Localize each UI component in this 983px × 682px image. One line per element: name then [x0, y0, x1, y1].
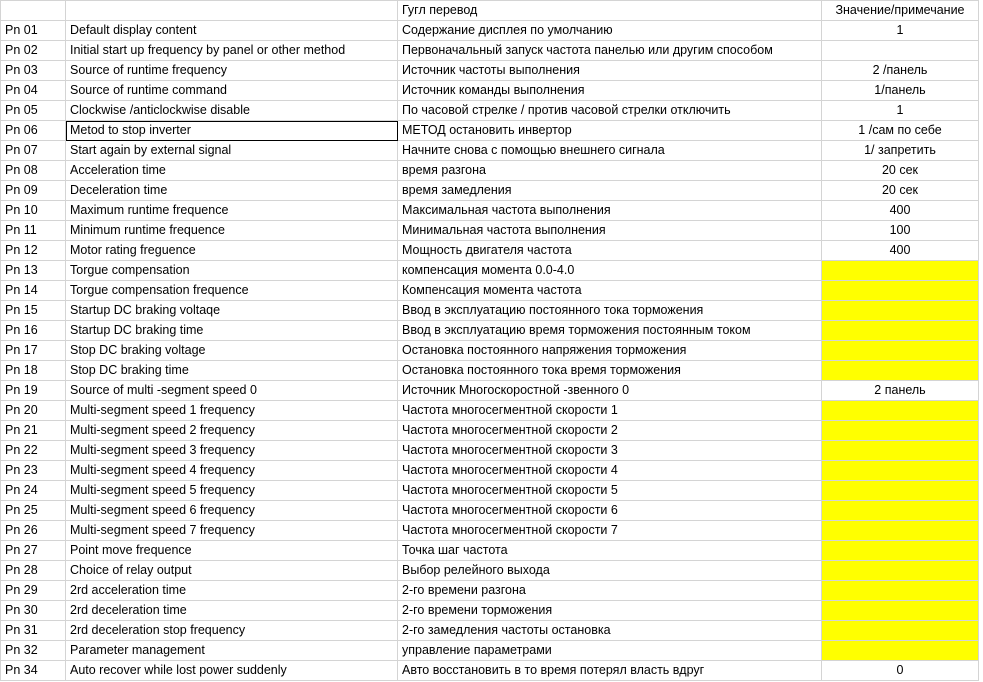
param-code-cell[interactable]: Pn 30 — [1, 601, 66, 621]
english-name-cell[interactable]: Multi-segment speed 4 frequency — [66, 461, 398, 481]
english-name-cell[interactable]: Stop DC braking time — [66, 361, 398, 381]
table-row — [1, 441, 979, 461]
table-row — [1, 241, 979, 261]
table-row — [1, 121, 979, 141]
param-code-cell[interactable]: Pn 20 — [1, 401, 66, 421]
value-note-cell[interactable]: 100 — [822, 221, 979, 241]
english-name-cell[interactable]: 2rd deceleration stop frequency — [66, 621, 398, 641]
param-code-cell[interactable]: Pn 23 — [1, 461, 66, 481]
table-row — [1, 481, 979, 501]
english-name-cell[interactable]: Parameter management — [66, 641, 398, 661]
value-note-cell[interactable]: 20 сек — [822, 181, 979, 201]
param-code-cell[interactable]: Pn 25 — [1, 501, 66, 521]
english-name-cell[interactable]: Acceleration time — [66, 161, 398, 181]
english-name-cell[interactable]: Torgue compensation frequence — [66, 281, 398, 301]
table-row — [1, 201, 979, 221]
param-code-cell[interactable]: Pn 26 — [1, 521, 66, 541]
table-row — [1, 261, 979, 281]
russian-translation-cell[interactable]: Начните снова с помощью внешнего сигнала — [398, 141, 822, 161]
english-name-cell[interactable]: Stop DC braking voltage — [66, 341, 398, 361]
value-note-cell[interactable]: 1 — [822, 101, 979, 121]
russian-translation-cell[interactable]: Частота многосегментной скорости 4 — [398, 461, 822, 481]
english-name-cell[interactable]: Source of runtime command — [66, 81, 398, 101]
value-note-cell[interactable]: 400 — [822, 201, 979, 221]
value-note-cell[interactable] — [822, 441, 979, 461]
russian-translation-cell[interactable]: По часовой стрелке / против часовой стрелки отключить — [398, 101, 822, 121]
table-row — [1, 301, 979, 321]
english-name-cell[interactable]: Startup DC braking voltaqe — [66, 301, 398, 321]
english-name-cell[interactable]: Choice of relay output — [66, 561, 398, 581]
param-code-cell[interactable]: Pn 34 — [1, 661, 66, 681]
param-code-cell[interactable]: Pn 09 — [1, 181, 66, 201]
table-row — [1, 401, 979, 421]
table-row — [1, 341, 979, 361]
param-code-cell[interactable]: Pn 31 — [1, 621, 66, 641]
header-cell-value-note[interactable]: Значение/примечание — [822, 1, 979, 21]
value-note-cell[interactable] — [822, 321, 979, 341]
value-note-cell[interactable] — [822, 261, 979, 281]
russian-translation-cell[interactable]: Частота многосегментной скорости 5 — [398, 481, 822, 501]
table-row — [1, 101, 979, 121]
param-code-cell[interactable]: Pn 08 — [1, 161, 66, 181]
russian-translation-cell[interactable]: 2-го замедления частоты остановка — [398, 621, 822, 641]
param-code-cell[interactable]: Pn 22 — [1, 441, 66, 461]
russian-translation-cell[interactable]: Ввод в эксплуатацию постоянного тока торможения — [398, 301, 822, 321]
russian-translation-cell[interactable]: Частота многосегментной скорости 2 — [398, 421, 822, 441]
english-name-cell[interactable]: Motor rating freguence — [66, 241, 398, 261]
table-row — [1, 221, 979, 241]
value-note-cell[interactable] — [822, 41, 979, 61]
russian-translation-cell[interactable]: Максимальная частота выполнения — [398, 201, 822, 221]
russian-translation-cell[interactable]: Компенсация момента частота — [398, 281, 822, 301]
value-note-cell[interactable] — [822, 481, 979, 501]
table-row — [1, 21, 979, 41]
param-code-cell[interactable]: Pn 27 — [1, 541, 66, 561]
russian-translation-cell[interactable]: Авто восстановить в то время потерял власть вдруг — [398, 661, 822, 681]
russian-translation-cell[interactable]: Мощность двигателя частота — [398, 241, 822, 261]
russian-translation-cell[interactable]: Частота многосегментной скорости 3 — [398, 441, 822, 461]
table-row — [1, 81, 979, 101]
english-name-cell[interactable]: Startup DC braking time — [66, 321, 398, 341]
param-code-cell[interactable]: Pn 12 — [1, 241, 66, 261]
table-row — [1, 501, 979, 521]
russian-translation-cell[interactable]: Остановка постоянного тока время торможения — [398, 361, 822, 381]
header-row — [1, 1, 979, 21]
value-note-cell[interactable] — [822, 301, 979, 321]
value-note-cell[interactable] — [822, 641, 979, 661]
russian-translation-cell[interactable]: Частота многосегментной скорости 6 — [398, 501, 822, 521]
table-row — [1, 161, 979, 181]
russian-translation-cell[interactable]: Источник частоты выполнения — [398, 61, 822, 81]
table-row — [1, 621, 979, 641]
value-note-cell[interactable]: 1 — [822, 21, 979, 41]
param-code-cell[interactable]: Pn 17 — [1, 341, 66, 361]
value-note-cell[interactable] — [822, 521, 979, 541]
value-note-cell[interactable]: 0 — [822, 661, 979, 681]
param-code-cell[interactable]: Pn 15 — [1, 301, 66, 321]
value-note-cell[interactable] — [822, 541, 979, 561]
table-row — [1, 581, 979, 601]
table-row — [1, 561, 979, 581]
param-code-cell[interactable]: Pn 28 — [1, 561, 66, 581]
param-code-cell[interactable]: Pn 05 — [1, 101, 66, 121]
english-name-cell[interactable]: Torgue compensation — [66, 261, 398, 281]
english-name-cell[interactable]: Deceleration time — [66, 181, 398, 201]
value-note-cell[interactable]: 1/панель — [822, 81, 979, 101]
russian-translation-cell[interactable]: Минимальная частота выполнения — [398, 221, 822, 241]
param-code-cell[interactable]: Pn 16 — [1, 321, 66, 341]
param-code-cell[interactable]: Pn 13 — [1, 261, 66, 281]
param-code-cell[interactable]: Pn 18 — [1, 361, 66, 381]
russian-translation-cell[interactable]: Остановка постоянного напряжения торможения — [398, 341, 822, 361]
russian-translation-cell[interactable]: компенсация момента 0.0-4.0 — [398, 261, 822, 281]
table-row — [1, 381, 979, 401]
param-code-cell[interactable]: Pn 04 — [1, 81, 66, 101]
english-name-cell[interactable]: Initial start up frequency by panel or other method — [66, 41, 398, 61]
header-cell-a[interactable] — [1, 1, 66, 21]
english-name-cell[interactable]: Default display content — [66, 21, 398, 41]
russian-translation-cell[interactable]: Частота многосегментной скорости 1 — [398, 401, 822, 421]
english-name-cell[interactable]: Multi-segment speed 3 frequency — [66, 441, 398, 461]
english-name-cell[interactable]: Multi-segment speed 5 frequency — [66, 481, 398, 501]
param-code-cell[interactable]: Pn 11 — [1, 221, 66, 241]
value-note-cell[interactable] — [822, 361, 979, 381]
table-row — [1, 541, 979, 561]
header-cell-translation[interactable]: Гугл перевод — [398, 1, 822, 21]
value-note-cell[interactable] — [822, 461, 979, 481]
table-row — [1, 181, 979, 201]
english-name-cell[interactable]: Clockwise /anticlockwise disable — [66, 101, 398, 121]
value-note-cell[interactable] — [822, 601, 979, 621]
table-row — [1, 141, 979, 161]
value-note-cell[interactable]: 2 панель — [822, 381, 979, 401]
param-code-cell[interactable]: Pn 32 — [1, 641, 66, 661]
value-note-cell[interactable]: 2 /панель — [822, 61, 979, 81]
russian-translation-cell[interactable]: Содержание дисплея по умолчанию — [398, 21, 822, 41]
english-name-cell[interactable]: Multi-segment speed 6 frequency — [66, 501, 398, 521]
value-note-cell[interactable] — [822, 401, 979, 421]
value-note-cell[interactable]: 20 сек — [822, 161, 979, 181]
english-name-cell[interactable]: 2rd acceleration time — [66, 581, 398, 601]
value-note-cell[interactable]: 400 — [822, 241, 979, 261]
value-note-cell[interactable] — [822, 501, 979, 521]
english-name-cell[interactable]: Source of multi -segment speed 0 — [66, 381, 398, 401]
english-name-cell[interactable]: Metod to stop inverter — [66, 121, 398, 141]
english-name-cell[interactable]: Auto recover while lost power suddenly — [66, 661, 398, 681]
value-note-cell[interactable] — [822, 281, 979, 301]
russian-translation-cell[interactable]: 2-го времени разгона — [398, 581, 822, 601]
russian-translation-cell[interactable]: МЕТОД остановить инвертор — [398, 121, 822, 141]
russian-translation-cell[interactable]: Точка шаг частота — [398, 541, 822, 561]
param-code-cell[interactable]: Pn 06 — [1, 121, 66, 141]
english-name-cell[interactable]: Multi-segment speed 7 frequency — [66, 521, 398, 541]
param-code-cell[interactable]: Pn 14 — [1, 281, 66, 301]
param-code-cell[interactable]: Pn 02 — [1, 41, 66, 61]
value-note-cell[interactable]: 1 /сам по себе — [822, 121, 979, 141]
value-note-cell[interactable] — [822, 581, 979, 601]
table-row — [1, 421, 979, 441]
russian-translation-cell[interactable]: Источник Многоскоростной -звенного 0 — [398, 381, 822, 401]
russian-translation-cell[interactable]: Первоначальный запуск частота панелью или другим способом — [398, 41, 822, 61]
russian-translation-cell[interactable]: 2-го времени торможения — [398, 601, 822, 621]
table-row — [1, 461, 979, 481]
param-code-cell[interactable]: Pn 21 — [1, 421, 66, 441]
russian-translation-cell[interactable]: Выбор релейного выхода — [398, 561, 822, 581]
table-row — [1, 61, 979, 81]
spreadsheet-body — [1, 1, 979, 681]
table-row — [1, 521, 979, 541]
english-name-cell[interactable]: Multi-segment speed 2 frequency — [66, 421, 398, 441]
param-code-cell[interactable]: Pn 19 — [1, 381, 66, 401]
param-code-cell[interactable]: Pn 10 — [1, 201, 66, 221]
english-name-cell[interactable]: Maximum runtime frequence — [66, 201, 398, 221]
russian-translation-cell[interactable]: Источник команды выполнения — [398, 81, 822, 101]
table-row — [1, 361, 979, 381]
russian-translation-cell[interactable]: время замедления — [398, 181, 822, 201]
english-name-cell[interactable]: Point move frequence — [66, 541, 398, 561]
english-name-cell[interactable]: Start again by external signal — [66, 141, 398, 161]
table-row — [1, 281, 979, 301]
russian-translation-cell[interactable]: Ввод в эксплуатацию время торможения постоянным током — [398, 321, 822, 341]
param-code-cell[interactable]: Pn 24 — [1, 481, 66, 501]
english-name-cell[interactable]: Multi-segment speed 1 frequency — [66, 401, 398, 421]
value-note-cell[interactable]: 1/ запретить — [822, 141, 979, 161]
russian-translation-cell[interactable]: управление параметрами — [398, 641, 822, 661]
param-code-cell[interactable]: Pn 03 — [1, 61, 66, 81]
english-name-cell[interactable]: Minimum runtime frequence — [66, 221, 398, 241]
russian-translation-cell[interactable]: Частота многосегментной скорости 7 — [398, 521, 822, 541]
english-name-cell[interactable]: Source of runtime frequency — [66, 61, 398, 81]
param-code-cell[interactable]: Pn 29 — [1, 581, 66, 601]
header-cell-b[interactable] — [66, 1, 398, 21]
value-note-cell[interactable] — [822, 421, 979, 441]
russian-translation-cell[interactable]: время разгона — [398, 161, 822, 181]
table-row — [1, 601, 979, 621]
table-row — [1, 41, 979, 61]
table-row — [1, 641, 979, 661]
table-row — [1, 661, 979, 681]
table-row — [1, 321, 979, 341]
english-name-cell[interactable]: 2rd deceleration time — [66, 601, 398, 621]
param-code-cell[interactable]: Pn 07 — [1, 141, 66, 161]
value-note-cell[interactable] — [822, 561, 979, 581]
value-note-cell[interactable] — [822, 621, 979, 641]
value-note-cell[interactable] — [822, 341, 979, 361]
param-code-cell[interactable]: Pn 01 — [1, 21, 66, 41]
